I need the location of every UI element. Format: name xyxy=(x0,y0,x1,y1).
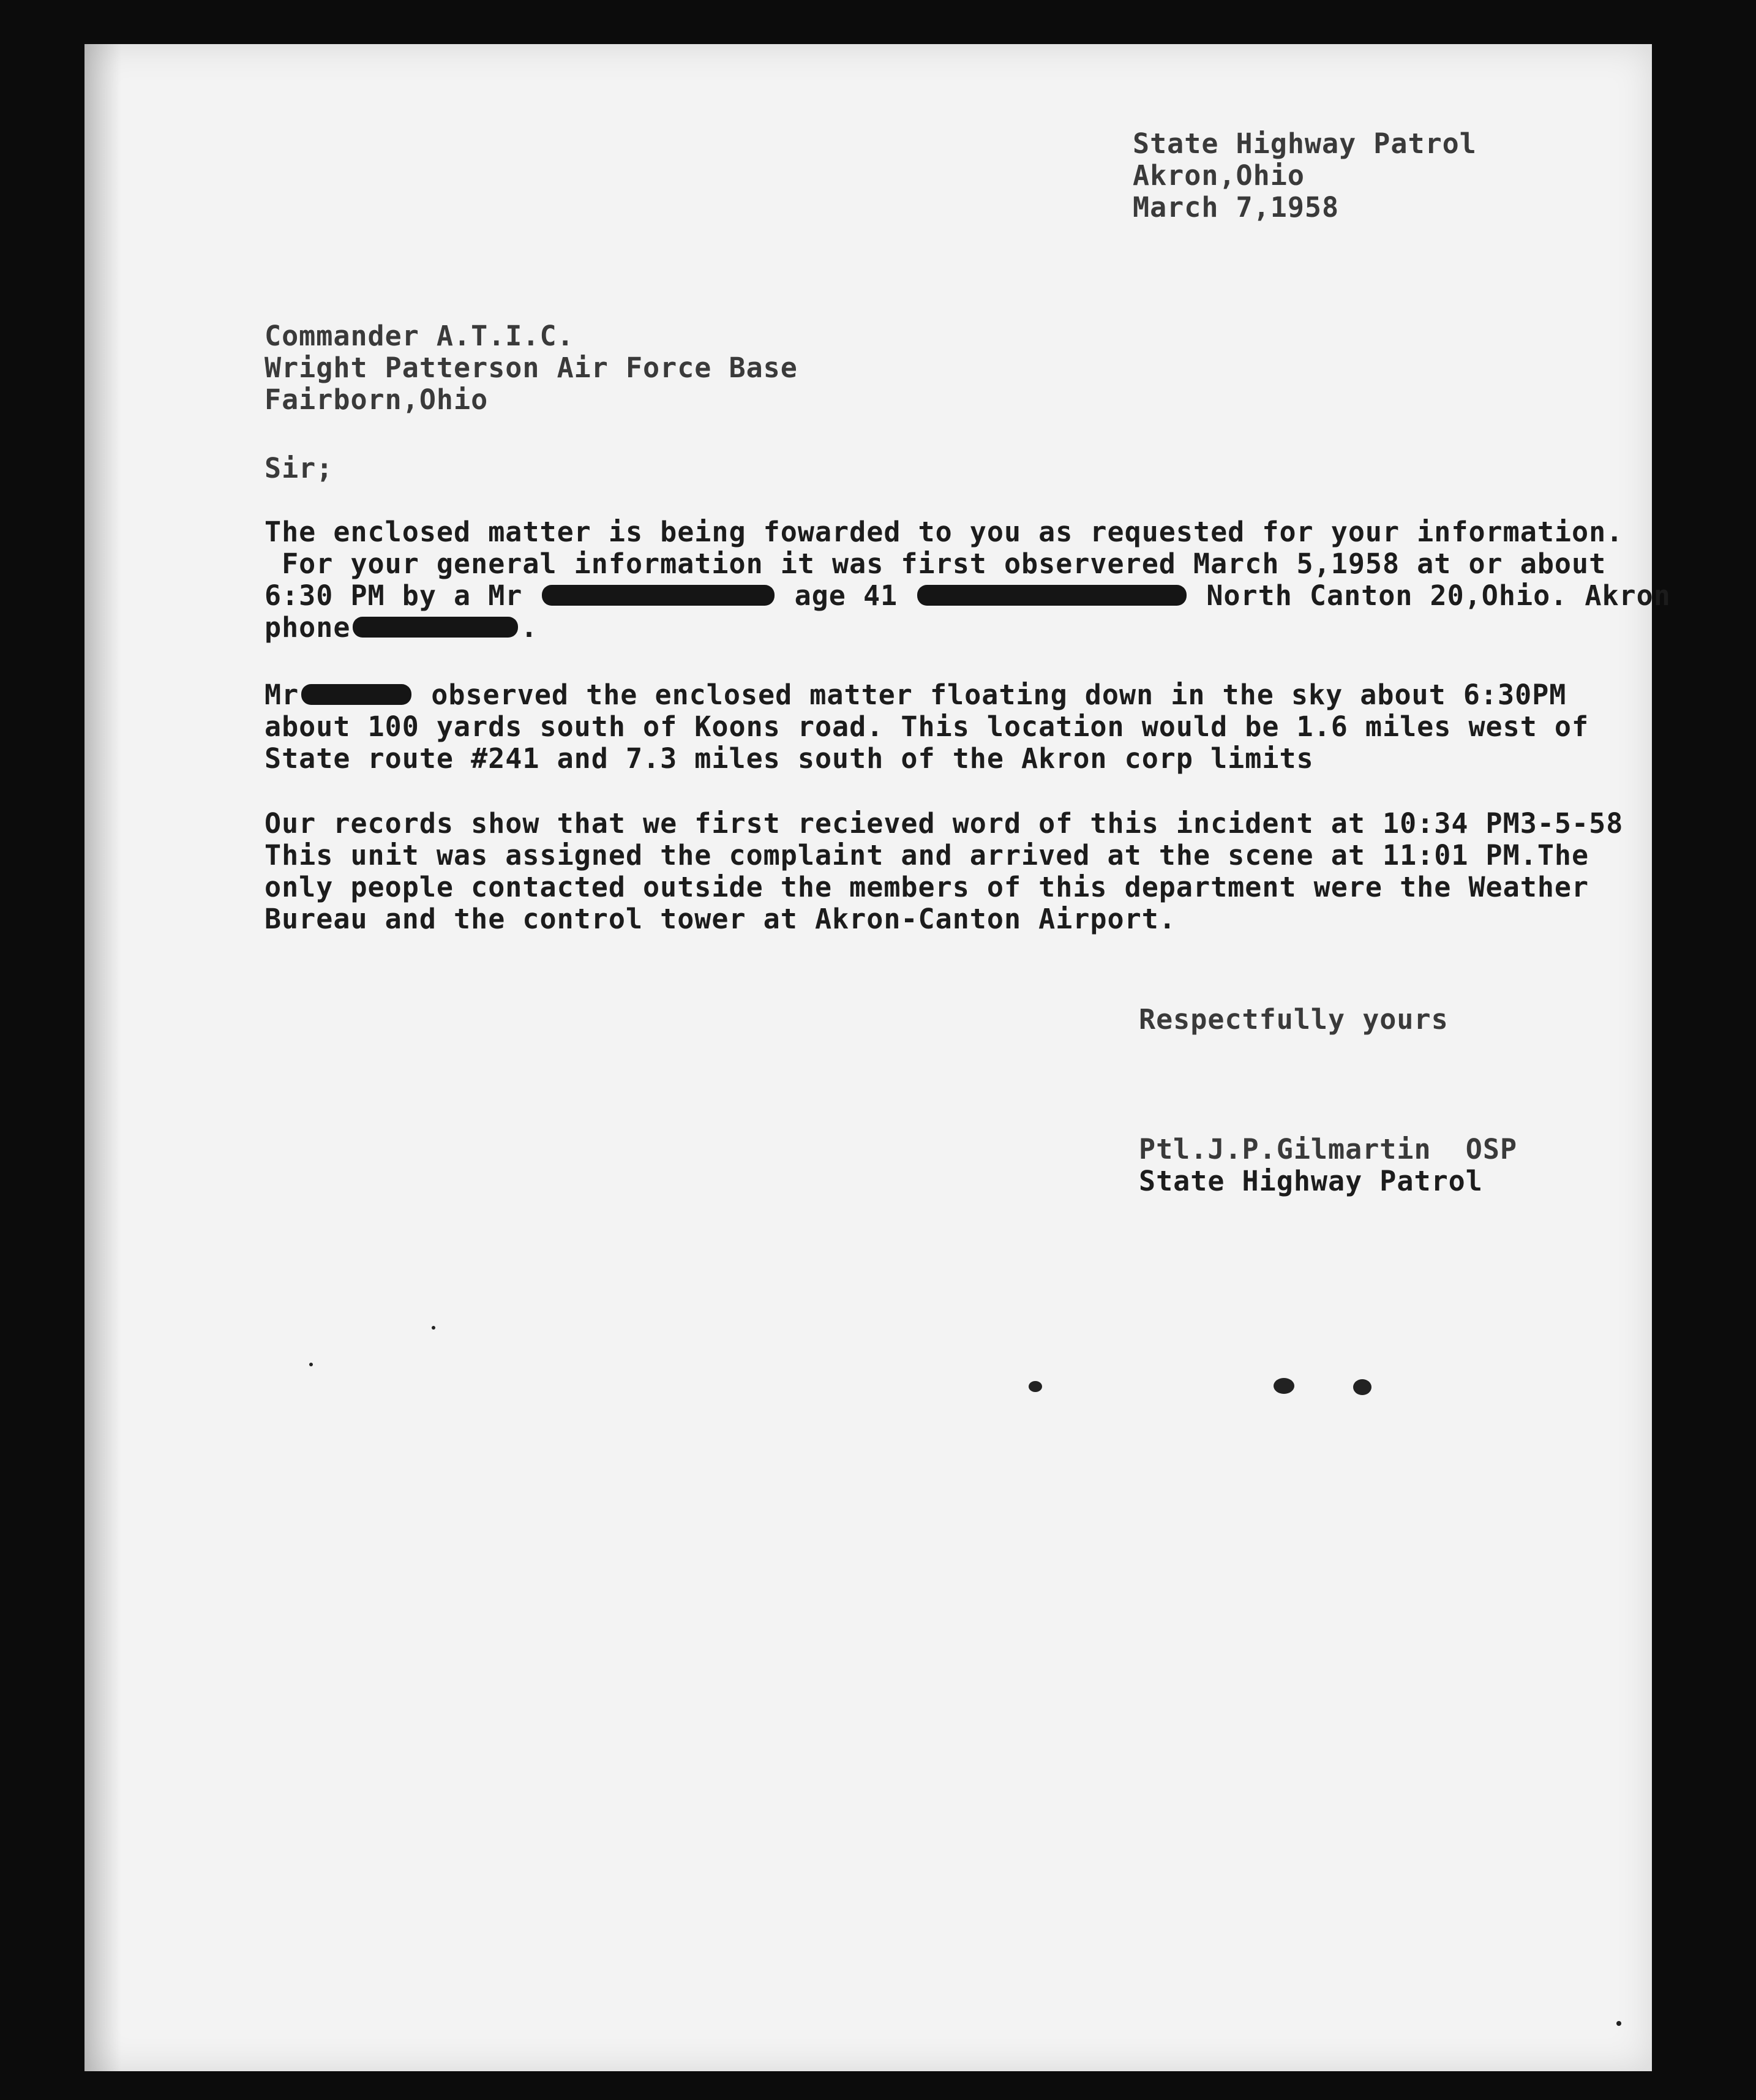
scan-speck xyxy=(1353,1379,1371,1395)
paragraph3-line4: Bureau and the control tower at Akron-Canton Airport. xyxy=(265,903,1176,935)
letterhead-organization: State Highway Patrol xyxy=(1133,127,1477,160)
paragraph1-line4-part2: . xyxy=(520,611,538,644)
paragraph1-line3-part1: 6:30 PM by a Mr xyxy=(265,579,523,612)
paragraph3-line2: This unit was assigned the complaint and arrived at the scene at 11:01 PM.The xyxy=(265,839,1589,871)
letterhead-city: Akron,Ohio xyxy=(1133,159,1305,192)
recipient-base: Wright Patterson Air Force Base xyxy=(265,352,798,384)
paragraph1-line4-part1: phone xyxy=(265,611,351,644)
redaction-name xyxy=(542,585,775,606)
scan-speck xyxy=(432,1326,435,1330)
paragraph2-line2: about 100 yards south of Koons road. This location would be 1.6 miles west of xyxy=(265,710,1589,743)
scan-speck xyxy=(1274,1378,1294,1394)
scan-speck xyxy=(1029,1381,1042,1392)
paragraph1-line2: For your general information it was first observered March 5,1958 at or about xyxy=(265,548,1607,580)
page-edge-shadow xyxy=(84,44,121,2071)
paragraph3-line1: Our records show that we first recieved word of this incident at 10:34 PM3-5-58 xyxy=(265,807,1624,840)
recipient-city: Fairborn,Ohio xyxy=(265,383,489,416)
paragraph2-line1-part1: Mr xyxy=(265,679,299,711)
salutation: Sir; xyxy=(265,452,334,484)
paragraph3-line3: only people contacted outside the members of this department were the Weather xyxy=(265,871,1589,903)
redaction-address xyxy=(917,585,1187,606)
signature-organization: State Highway Patrol xyxy=(1139,1165,1483,1197)
recipient-title: Commander A.T.I.C. xyxy=(265,320,574,352)
letterhead-date: March 7,1958 xyxy=(1133,191,1340,224)
paragraph1-line3 xyxy=(265,579,1671,612)
paragraph2-line1-part2: observed the enclosed matter floating down in the sky about 6:30PM xyxy=(431,679,1567,711)
paragraph2-line3: State route #241 and 7.3 miles south of the Akron corp limits xyxy=(265,742,1314,775)
paragraph1-line3-part3: North Canton 20,Ohio. Akron xyxy=(1206,579,1671,612)
paragraph2-line1 xyxy=(265,679,1566,711)
redaction-observer-name xyxy=(301,684,411,705)
paragraph1-line1: The enclosed matter is being fowarded to you as requested for your information. xyxy=(265,516,1624,548)
scan-speck xyxy=(309,1363,313,1366)
scan-speck xyxy=(1616,2021,1621,2026)
signature-name: Ptl.J.P.Gilmartin OSP xyxy=(1139,1133,1518,1165)
paragraph1-line3-part2: age 41 xyxy=(794,579,898,612)
closing: Respectfully yours xyxy=(1139,1003,1449,1036)
redaction-phone xyxy=(353,617,518,638)
paragraph1-line4 xyxy=(265,611,538,644)
